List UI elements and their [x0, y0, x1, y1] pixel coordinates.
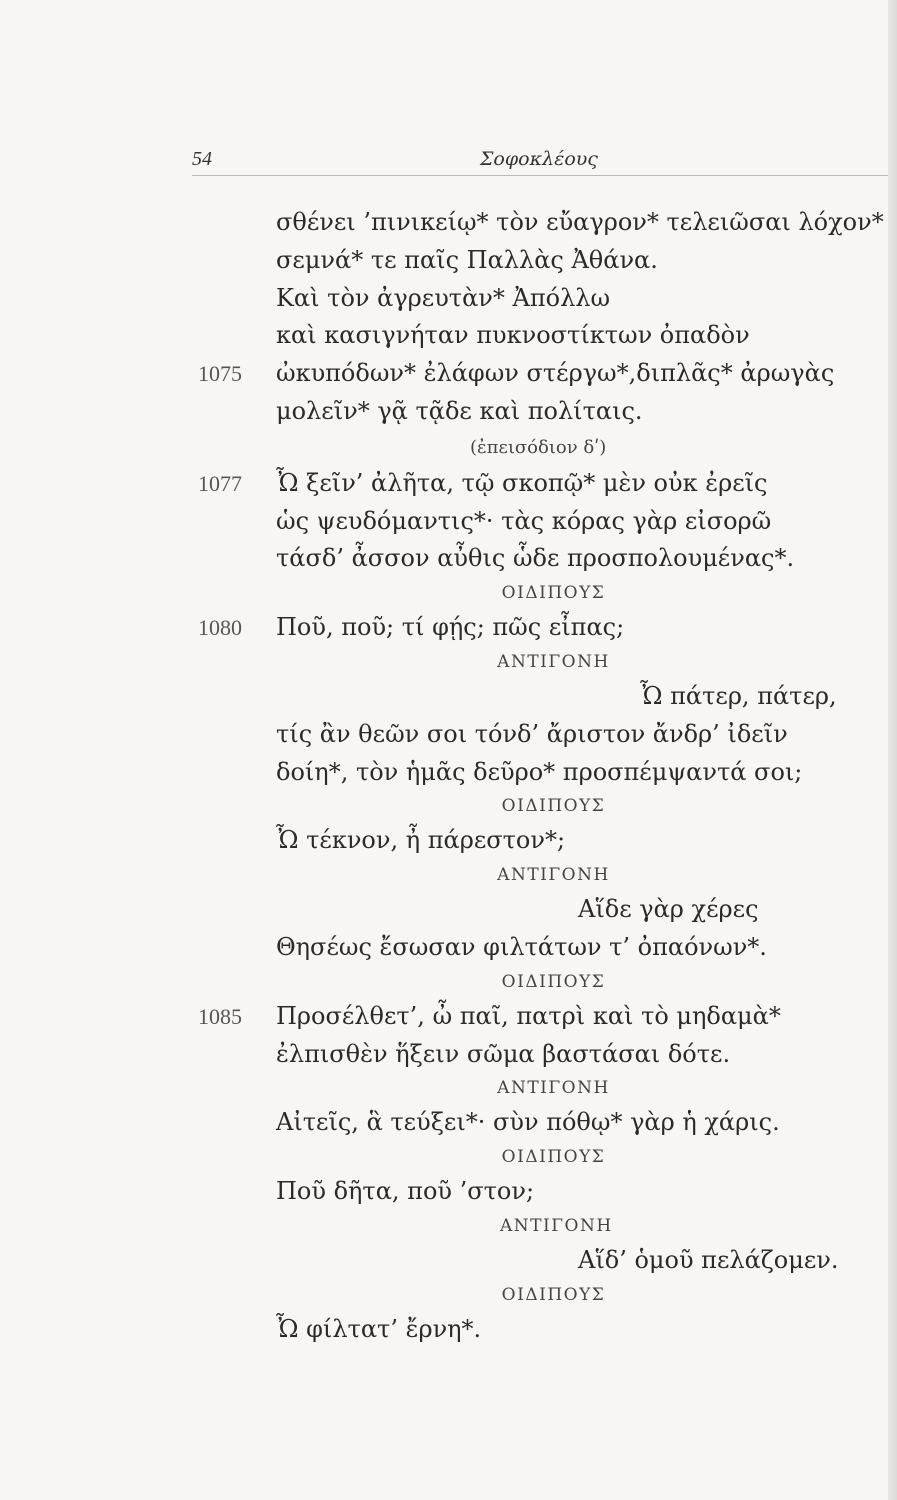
verse-line [0, 1036, 897, 1074]
verse-line [0, 503, 897, 541]
verse-text: σεμνά* τε παῖς Παλλὰς Ἀθάνα. [276, 245, 658, 274]
verse-text: Ὦ τέκνον, ἦ πάρεστον*; [276, 826, 566, 855]
verse-line [0, 242, 897, 280]
verse-line [0, 1173, 897, 1211]
speaker-name: ΟΙΔΙΠΟΥΣ [501, 583, 606, 604]
verse-line [0, 891, 897, 929]
verse-text: ὡς ψευδόμαντις*· τὰς κόρας γὰρ εἰσορῶ [276, 506, 772, 535]
verse-text: τίς ἂν θεῶν σοι τόνδ’ ἄριστον ἄνδρ’ ἰδεῖν [276, 719, 788, 748]
verse-text: μολεῖν* γᾷ τᾷδε καὶ πολίταις. [276, 396, 643, 425]
verse-text: Προσέλθετ’, ὦ παῖ, πατρὶ καὶ τὸ μηδαμὰ* [276, 1001, 781, 1030]
verse-text: Ὦ ξεῖν’ ἀλῆτα, τῷ σκοπῷ* μὲν οὐκ ἐρεῖς [276, 468, 768, 497]
verse-line [0, 678, 897, 716]
speaker-name: ΟΙΔΙΠΟΥΣ [501, 1284, 606, 1305]
verse-text: Αἰτεῖς, ἃ τεύξει*· σὺν πόθῳ* γὰρ ἡ χάρις. [276, 1108, 780, 1137]
speaker-name: ΑΝΤΙΓΟΝΗ [500, 1215, 613, 1236]
line-number: 1080 [198, 615, 242, 641]
verse-text: τάσδ’ ἆσσον αὖθις ὧδε προσπολουμένας*. [276, 544, 795, 573]
page-number: 54 [192, 148, 212, 170]
line-number: 1075 [198, 361, 242, 387]
verse-line [0, 716, 897, 754]
page-header [192, 148, 892, 174]
header-rule [192, 175, 888, 176]
verse-line [0, 929, 897, 967]
verse-line [0, 1311, 897, 1349]
verse-text: Θησέως ἔσωσαν φιλτάτων τ’ ὀπαόνων*. [276, 932, 767, 961]
verse-text: Αἵδε γὰρ χέρες [578, 895, 759, 924]
speaker-name: ΟΙΔΙΠΟΥΣ [501, 1147, 606, 1168]
verse-line [0, 1104, 897, 1142]
verse-line [0, 204, 897, 242]
verse-line [0, 540, 897, 578]
verse-text: σθένει ’πινικείῳ* τὸν εὔαγρον* τελειῶσαι λόχον* [276, 208, 884, 236]
verse-line [0, 317, 897, 355]
stage-note: (ἐπεισόδιον δʹ) [470, 436, 607, 458]
verse-text: Ποῦ, ποῦ; τί φῄς; πῶς εἶπας; [276, 613, 625, 642]
play-text [0, 204, 897, 1349]
verse-text: Ὦ φίλτατ’ ἔρνη*. [276, 1314, 482, 1343]
verse-line [0, 998, 897, 1036]
verse-text: Καὶ τὸν ἀγρευτὰν* Ἀπόλλω [276, 283, 611, 312]
speaker-name: ΑΝΤΙΓΟΝΗ [497, 1078, 610, 1099]
verse-line [0, 393, 897, 431]
running-title: Σοφοκλέους [480, 148, 598, 170]
verse-text: δοίη*, τὸν ἡμᾶς δεῦρο* προσπέμψαντά σοι; [276, 757, 803, 786]
verse-text: Ὦ πάτερ, πάτερ, [640, 681, 837, 710]
speaker-name: ΟΙΔΙΠΟΥΣ [501, 796, 606, 817]
verse-text: ἐλπισθὲν ἥξειν σῶμα βαστάσαι δότε. [276, 1039, 731, 1068]
verse-line [0, 1242, 897, 1280]
verse-line [0, 609, 897, 647]
line-number: 1085 [198, 1003, 242, 1029]
verse-text: Αἵδ’ ὁμοῦ πελάζομεν. [578, 1245, 839, 1274]
speaker-name: ΑΝΤΙΓΟΝΗ [497, 651, 610, 672]
verse-text: καὶ κασιγνήταν πυκνοστίκτων ὀπαδὸν [276, 321, 750, 350]
verse-line [0, 355, 897, 393]
verse-line [0, 754, 897, 792]
verse-text: Ποῦ δῆτα, ποῦ ’στον; [276, 1177, 535, 1206]
line-number: 1077 [198, 470, 242, 496]
verse-text: ὠκυπόδων* ἐλάφων στέργω*,διπλᾶς* ἀρωγὰς [276, 359, 835, 388]
speaker-name: ΟΙΔΙΠΟΥΣ [501, 971, 606, 992]
verse-line [0, 280, 897, 318]
speaker-name: ΑΝΤΙΓΟΝΗ [497, 865, 610, 886]
verse-line [0, 465, 897, 503]
verse-line [0, 822, 897, 860]
